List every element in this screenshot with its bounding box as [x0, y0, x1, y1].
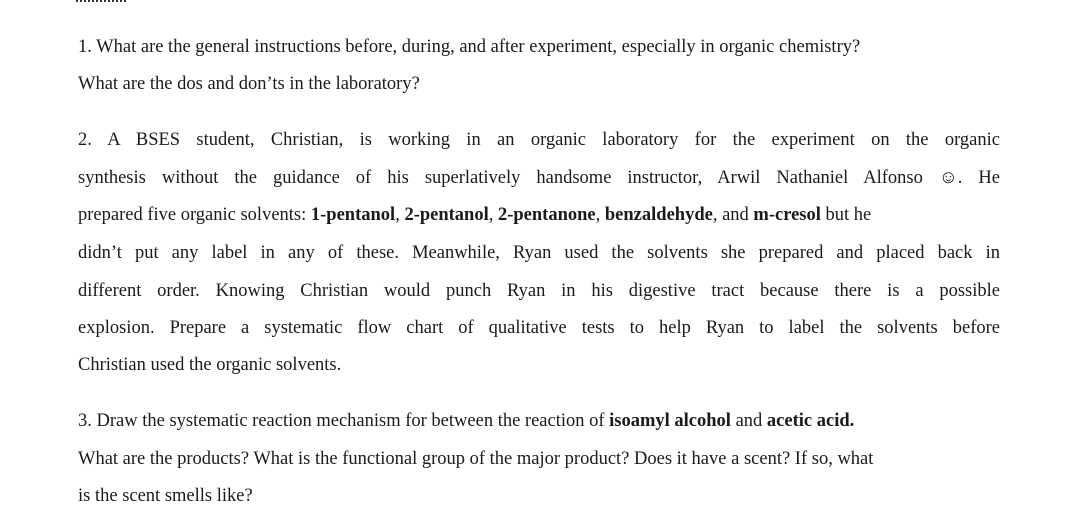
reagent-isoamyl-alcohol: isoamyl alcohol: [609, 411, 731, 431]
q1-line-1: 1. What are the general instructions before, during, and after experiment, especially in organic chemistry?: [78, 37, 861, 57]
q2-line-5: different order. Knowing Christian would punch Ryan in his digestive tract because there is a possible: [78, 281, 1000, 301]
top-rule: [76, 0, 126, 4]
reagent-acetic-acid: acetic acid: [766, 411, 850, 431]
q3-line-1-prefix: 3. Draw the systematic reaction mechanism for between the reaction of: [78, 411, 610, 431]
q1-line-2: What are the dos and don’ts in the laboratory?: [78, 74, 420, 94]
q2-line-3-suffix: but he: [820, 205, 872, 225]
q2-line-7: Christian used the organic solvents.: [78, 355, 342, 375]
q2-line-2: synthesis without the guidance of his superlatively handsome instructor, Arwil Nathaniel Alfonso ☺. He: [78, 168, 1000, 188]
q2-line-4: didn’t put any label in any of these. Meanwhile, Ryan used the solvents she prepared and placed back in: [78, 243, 1000, 263]
q3-and: and: [730, 411, 767, 431]
solvent-2-pentanone: 2-pentanone: [497, 205, 596, 225]
q3-period: .: [849, 411, 855, 431]
q2-sep-2: ,: [488, 205, 498, 225]
solvent-1-pentanol: 1-pentanol: [310, 205, 396, 225]
q3-line-1: [78, 410, 854, 432]
q2-line-3: [78, 204, 1000, 226]
q2-sep-1: ,: [395, 205, 405, 225]
q2-line-6: explosion. Prepare a systematic flow chart of qualitative tests to help Ryan to label the solvents before: [78, 318, 1000, 338]
q2-sep-3: ,: [595, 205, 605, 225]
q2-line-1: 2. A BSES student, Christian, is working in an organic laboratory for the experiment on the organic: [78, 130, 1000, 150]
q3-line-2: What are the products? What is the functional group of the major product? Does it have a scent? If so, what: [78, 449, 874, 469]
q3-line-3: is the scent smells like?: [78, 486, 253, 506]
solvent-benzaldehyde: benzaldehyde: [604, 205, 713, 225]
q2-sep-and: , and: [712, 205, 754, 225]
solvent-m-cresol: m-cresol: [753, 205, 821, 225]
q2-line-3-prefix: prepared five organic solvents:: [78, 205, 311, 225]
solvent-2-pentanol: 2-pentanol: [404, 205, 489, 225]
